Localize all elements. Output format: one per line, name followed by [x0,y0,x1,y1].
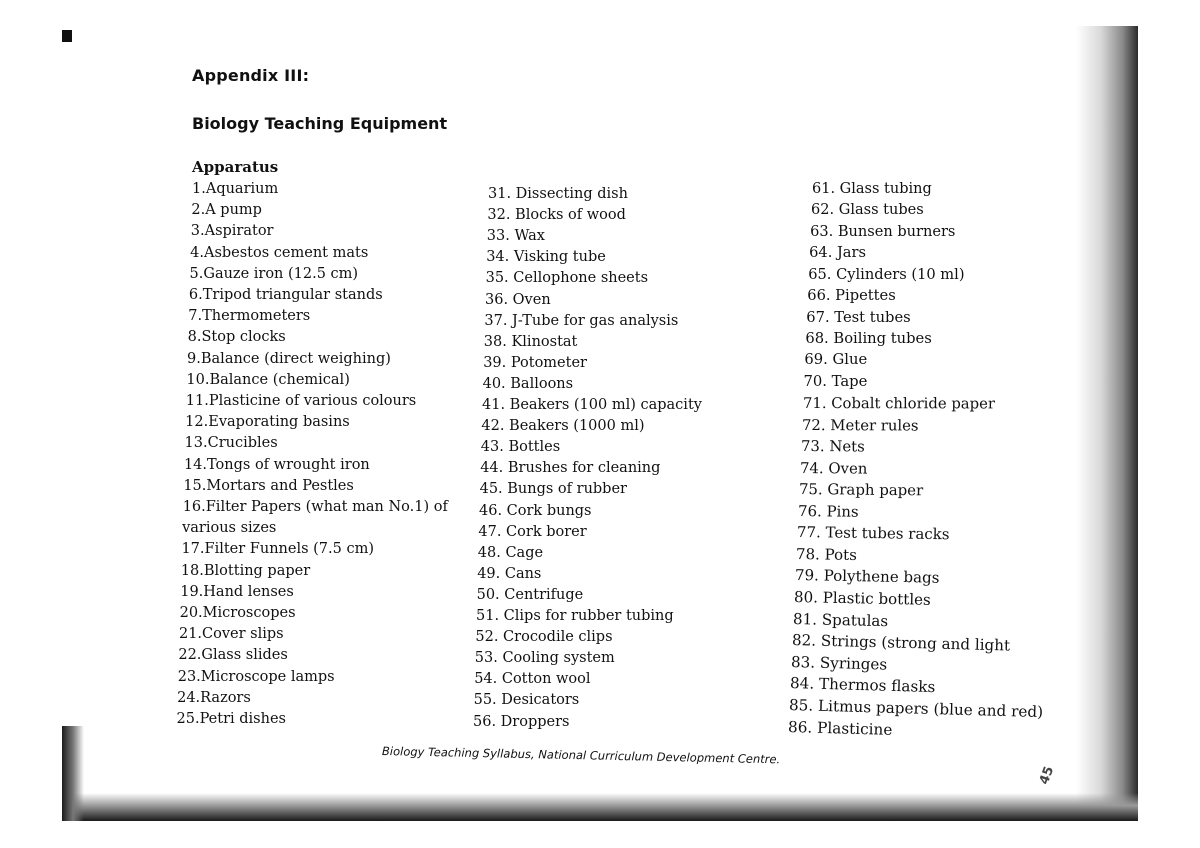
equipment-item: 35. Cellophone sheets [485,270,649,287]
item-number: 6. [188,287,203,303]
item-label: Blotting paper [203,562,311,579]
item-number: 2. [191,202,206,219]
equipment-item [190,266,359,283]
scan-corner-mark [62,30,72,42]
equipment-item: 46. Cork bungs [479,502,592,519]
item-label: Thermometers [202,308,311,325]
section-title: Biology Teaching Equipment [192,114,448,133]
item-label: Evaporating basins [208,414,350,431]
item-number: 12. [185,414,209,431]
item-number: 8. [187,329,202,346]
equipment-item [188,308,310,325]
item-label: A pump [205,202,262,219]
equipment-item: 45. Bungs of rubber [479,481,627,498]
equipment-item [188,329,286,346]
equipment-item: 54. Cotton wool [474,671,591,688]
item-label: Hand lenses [203,583,294,600]
equipment-item: 38. Klinostat [483,333,578,350]
item-number: 24. [177,689,201,706]
equipment-item: 43. Bottles [480,439,561,456]
item-label: Cover slips [202,626,284,643]
item-label: Microscope lamps [200,668,335,685]
equipment-item [182,520,276,537]
equipment-item: 67. Test tubes [806,308,911,326]
item-number: 19. [180,583,204,600]
equipment-item: 71. Cobalt chloride paper [802,395,995,413]
equipment-item: 31. Dissecting dish [488,186,628,202]
apparatus-heading: Apparatus [192,158,279,176]
equipment-item [185,435,278,452]
equipment-item: 73. Nets [800,437,865,456]
item-number: 15. [183,477,207,494]
equipment-item: 83. Syringes [790,652,888,674]
equipment-item [177,711,286,728]
equipment-item: 48. Cage [477,544,544,561]
item-number: 22. [178,647,202,664]
item-number: 16. [182,499,206,515]
equipment-item [181,541,374,558]
item-number: 5. [189,265,204,282]
equipment-item: 75. Graph paper [798,480,923,500]
item-number: 7. [188,308,203,325]
equipment-item [190,245,368,262]
item-label: Gauze iron (12.5 cm) [203,265,359,282]
equipment-item [187,351,391,368]
equipment-item: 61. Glass tubing [812,181,932,197]
equipment-item: 63. Bunsen burners [810,222,956,240]
item-label: Microscopes [202,605,296,621]
equipment-item: 39. Potometer [483,354,587,371]
item-number: 21. [178,626,203,643]
equipment-item: 69. Glue [804,351,868,369]
item-label: Mortars and Pestles [206,477,354,494]
equipment-item: 50. Centrifuge [476,586,584,603]
item-number: 18. [180,562,204,579]
equipment-item: 32. Blocks of wood [487,207,626,224]
page-edge-shadow-right [1076,26,1138,821]
equipment-item: 82. Strings (strong and light [791,631,1011,655]
equipment-item: 53. Cooling system [474,650,615,667]
item-label: Balance (chemical) [209,371,350,388]
equipment-item: 86. Plasticine [788,717,893,739]
equipment-item [179,626,284,643]
equipment-item [181,563,310,580]
item-number: 4. [190,244,204,261]
item-number: 25. [176,711,200,727]
item-number: 23. [177,668,201,685]
item-number: 13. [184,435,208,452]
equipment-item [183,499,448,516]
equipment-item: 34. Visking tube [486,249,606,266]
equipment-item: 55. Desicators [473,692,580,709]
equipment-item: 85. Litmus papers (blue and red) [788,695,1044,721]
item-label: Balance (direct weighing) [200,350,391,367]
page-edge-shadow-bottom [62,793,1138,821]
item-label: Glass slides [201,647,288,664]
equipment-item [183,478,354,495]
equipment-item: 37. J-Tube for gas analysis [484,312,679,329]
item-number: 3. [190,223,205,240]
item-label: Asbestos cement mats [203,244,369,261]
equipment-item: 36. Oven [485,291,551,308]
equipment-item: 65. Cylinders (10 ml) [808,265,965,283]
equipment-item: 51. Clips for rubber tubing [476,608,674,624]
equipment-item: 40. Balloons [482,375,574,392]
equipment-item: 74. Oven [799,458,868,478]
equipment-item: 47. Cork borer [478,523,587,540]
equipment-item: 52. Crocodile clips [475,629,613,646]
equipment-item: 80. Plastic bottles [793,588,931,609]
equipment-item: 70. Tape [803,372,868,390]
equipment-item: 49. Cans [477,565,542,582]
equipment-item: 44. Brushes for cleaning [480,460,661,477]
equipment-item [177,690,251,707]
item-number: 20. [179,605,203,621]
equipment-item: 81. Spatulas [792,609,889,630]
item-number: 14. [183,456,207,473]
item-label: Razors [200,689,251,706]
item-number: 10. [186,371,210,388]
equipment-item [178,647,287,664]
equipment-item: 41. Beakers (100 ml) capacity [482,397,702,413]
equipment-item: 42. Beakers (1000 ml) [481,418,645,435]
equipment-item: 33. Wax [486,228,545,245]
item-label: Tongs of wrought iron [207,456,370,473]
equipment-item [184,457,370,474]
item-number: 17. [181,541,205,558]
page-edge-shadow-left [62,726,84,821]
item-label: various sizes [182,520,277,537]
equipment-item [191,223,274,240]
equipment-item: 79. Polythene bags [794,566,940,588]
item-label: Aspirator [204,223,274,240]
equipment-item [192,181,278,198]
equipment-item [178,669,335,686]
appendix-title: Appendix III: [192,66,310,85]
equipment-item: 76. Pins [797,501,859,521]
equipment-item: 68. Boiling tubes [805,329,932,347]
item-label: Tripod triangular stands [202,287,383,303]
equipment-item: 62. Glass tubes [811,202,924,219]
equipment-item: 64. Jars [809,244,866,262]
item-label: Petri dishes [199,711,286,727]
equipment-item: 78. Pots [795,544,857,564]
item-number: 9. [187,350,201,367]
footer-citation: Biology Teaching Syllabus, National Curriculum Development Centre. [381,744,781,767]
equipment-item [185,414,350,431]
item-label: Crucibles [207,435,278,452]
equipment-item: 56. Droppers [473,713,570,730]
equipment-item [180,584,294,601]
item-label: Aquarium [205,181,279,197]
item-number: 11. [185,393,209,409]
equipment-item [186,393,416,410]
equipment-item: 77. Test tubes racks [796,523,950,544]
item-label: Plasticine of various colours [208,393,417,409]
equipment-item [191,202,262,219]
item-number: 1. [192,181,206,197]
equipment-item [180,605,296,622]
item-label: Filter Papers (what man No.1) of [205,499,448,515]
page-number: 45 [1036,764,1058,787]
equipment-item: 84. Thermos flasks [789,674,936,697]
item-label: Stop clocks [201,329,286,346]
equipment-item: 72. Meter rules [801,416,919,435]
equipment-item: 66. Pipettes [807,287,896,305]
equipment-item [189,287,383,304]
equipment-item [186,372,349,389]
item-label: Filter Funnels (7.5 cm) [204,541,374,558]
